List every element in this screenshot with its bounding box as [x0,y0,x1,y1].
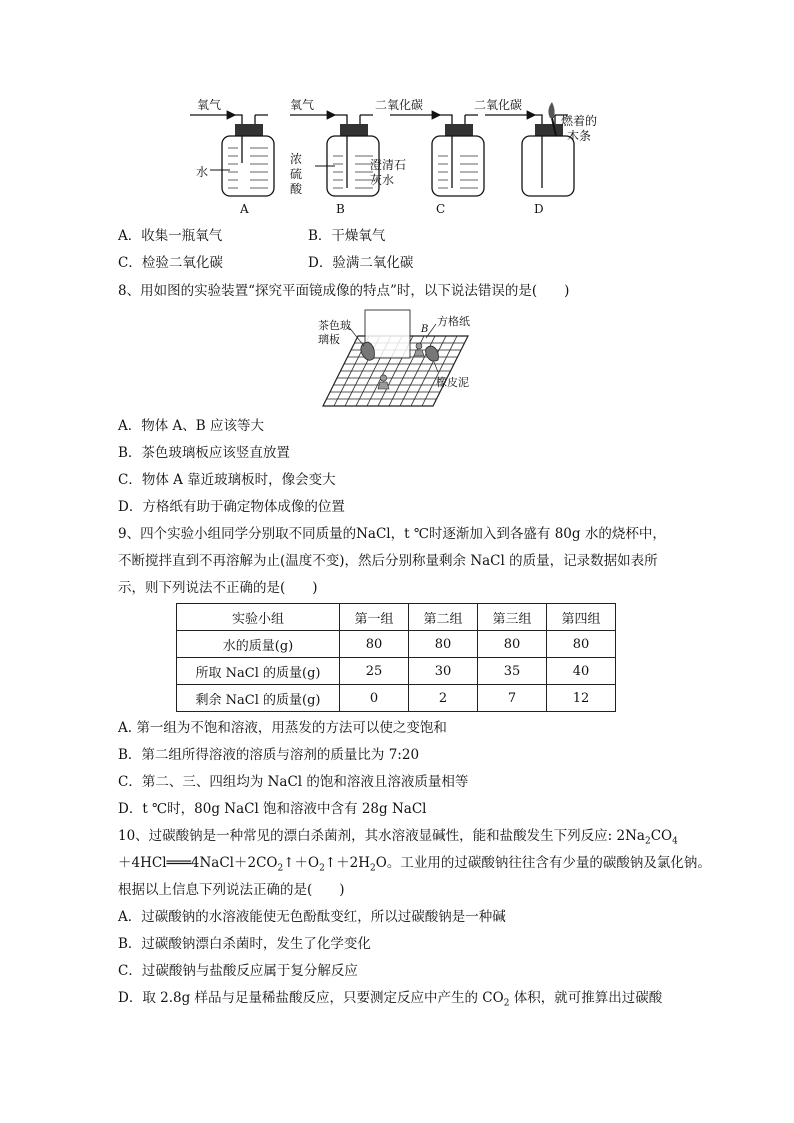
q9-stem-line1: 9、四个实验小组同学分别取不同质量的NaCl，t ℃时逐渐加入到各盛有 80g 水的烧杯中， [118,526,666,542]
q10-option-d-text: D．取 2.8g 样品与足量稀盐酸反应，只要测定反应中产生的 CO [118,990,504,1006]
object-b-label: B [421,324,429,335]
q8-option-c[interactable]: C．物体 A 靠近玻璃板时，像会变大 [118,472,336,488]
q10-option-c[interactable]: C．过碳酸钠与盐酸反应属于复分解反应 [118,963,358,979]
q9-option-d[interactable]: D．t ℃时，80g NaCl 饱和溶液中含有 28g NaCl [118,801,427,817]
subscript: 2 [319,863,325,874]
q9-option-c[interactable]: C．第二、三、四组均为 NaCl 的饱和溶液且溶液质量相等 [118,774,469,790]
table-cell: 80 [547,631,616,658]
glass-plate-label: 茶色玻璃板 [318,319,351,346]
table-cell: 80 [340,631,409,658]
table-cell: 35 [478,658,547,685]
q7-option-d[interactable]: D．验满二氧化碳 [308,255,414,271]
table-cell: 0 [340,685,409,712]
q10-option-d[interactable] [118,988,662,1014]
liquid-label-acid: 浓硫酸 [290,152,303,196]
table-header-cell: 第二组 [409,604,478,631]
liquid-label-limewater: 澄清石灰水 [370,158,407,187]
subscript: 2 [644,836,651,847]
q10-line1-formula: CO [650,828,673,844]
q8-option-b[interactable]: B．茶色玻璃板应该竖直放置 [118,445,290,461]
grid-paper-label: 方格纸 [437,315,470,328]
table-header-cell: 第一组 [340,604,409,631]
bottle-letter-b: B [336,202,345,216]
table-cell: 12 [547,685,616,712]
table-header-cell: 第三组 [478,604,547,631]
q10-stem-line3: 根据以上信息下列说法正确的是( ) [118,882,345,898]
gas-label-a: 氧气 [197,98,222,112]
q10-option-d-text: 体积，就可推算出过碳酸 [509,990,663,1006]
gas-label-c: 二氧化碳 [375,98,424,112]
putty-label: 橡皮泥 [436,376,469,389]
q9-option-a[interactable]: A. 第一组为不饱和溶液，用蒸发的方法可以使之变饱和 [118,720,447,736]
q7-option-a[interactable]: A．收集一瓶氧气 [118,228,223,244]
subscript: 2 [503,998,510,1009]
q10-option-a[interactable]: A．过碳酸钠的水溶液能使无色酚酞变红，所以过碳酸钠是一种碱 [118,909,506,925]
bottle-letter-d: D [534,202,544,216]
liquid-label-water: 水 [196,165,209,179]
table-cell: 剩余 NaCl 的质量(g) [177,685,340,712]
q10-equation-part: ↑＋2H [324,855,371,871]
q9-stem-line3: 示，则下列说法不正确的是( ) [118,580,318,596]
q7-option-c[interactable]: C．检验二氧化碳 [118,255,223,271]
bottle-a [190,115,274,196]
table-cell: 2 [409,685,478,712]
q9-data-table [176,603,616,712]
table-cell: 25 [340,658,409,685]
table-cell: 30 [409,658,478,685]
q8-option-a[interactable]: A．物体 A、B 应该等大 [118,418,265,434]
table-cell: 所取 NaCl 的质量(g) [177,658,340,685]
subscript: 4 [672,836,678,847]
q8-stem: 8、用如图的实验装置“探究平面镜成像的特点”时，以下说法错误的是( ) [118,283,570,299]
q10-equation-part: O。工业用的过碳酸钠往往含有少量的碳酸钠及氯化钠。 [375,855,711,871]
table-header-row [177,604,616,631]
q10-stem-line1 [118,826,678,852]
table-row [177,685,616,712]
gas-label-b: 氧气 [290,98,315,112]
subscript: 2 [277,863,284,874]
bottle-letter-a: A [240,202,249,216]
table-row [177,658,616,685]
table-row [177,631,616,658]
table-cell: 80 [409,631,478,658]
q10-option-b[interactable]: B．过碳酸钠漂白杀菌时，发生了化学变化 [118,936,371,952]
flame-label: 燃着的木条 [560,114,597,143]
table-cell: 水的质量(g) [177,631,340,658]
q10-line1-text: 10、过碳酸钠是一种常见的漂白杀菌剂，其水溶液显碱性，能和盐酸发生下列反应: 2Na [118,828,645,844]
q7-option-b[interactable]: B．干燥氧气 [308,228,386,244]
q10-equation-part: ↑＋O [283,855,320,871]
q10-equation-part: ＋4HCl═══4NaCl＋2CO [118,855,278,871]
q8-option-d[interactable]: D．方格纸有助于确定物体成像的位置 [118,499,345,515]
table-header-cell: 第四组 [547,604,616,631]
table-cell: 7 [478,685,547,712]
table-cell: 80 [478,631,547,658]
q9-option-b[interactable]: B．第二组所得溶液的溶质与溶剂的质量比为 7:20 [118,747,420,763]
bottle-letter-c: C [436,202,446,216]
q10-stem-line2 [118,853,711,879]
q9-stem-line2: 不断搅拌直到不再溶解为止(温度不变)，然后分别称量剩余 NaCl 的质量，记录数据如表所 [118,553,658,569]
table-header-cell: 实验小组 [177,604,340,631]
table-cell: 40 [547,658,616,685]
flame-icon [548,102,554,118]
gas-label-d: 二氧化碳 [474,98,523,112]
subscript: 2 [370,863,376,874]
